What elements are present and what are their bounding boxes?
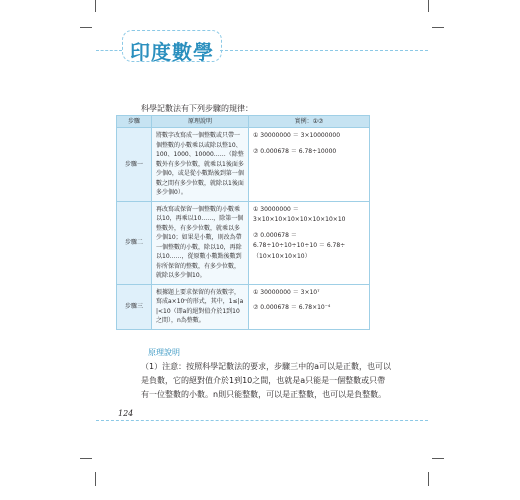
example-line: ① 30000000 ＝ [253,205,299,213]
section-heading: 原理說明 [148,348,180,357]
step-label: 步驟二 [117,201,152,284]
example-line: ① 30000000 ＝ 3×10⁷ [253,288,320,296]
crop-mark [80,27,92,28]
example-line: ① 30000000 ＝ 3×10000000 [253,132,341,139]
example-line: （10×10×10×10） [253,252,311,260]
steps-table [116,115,370,330]
header-rule-left [96,50,122,51]
crop-mark [80,458,92,459]
crop-mark [95,0,96,12]
example-line: ⑦ 0.000678 ＝ 6.78×10⁻⁴ [253,304,331,311]
explanation-paragraph: （1）注意：按照科學記數法的要求，步驟三中的a可以是正數，也可以是負數，它的絕對值介於1到10之間，也就是a只能是一個整數或只帶有一位整數的小數。n則只能整數，可以是正整數，也可以是負整數。 [141,362,391,399]
crop-mark [428,472,429,486]
column-header-example: 實例：①⑦ [249,116,370,128]
step-description: 將數字改寫成一個整數或只帶一個整數的小數乘以或除以整10、100、1000、10000……（除整數外有多少位數，就乘以1後面多少個0，或是從小數點後到第一個數之間有多少位數，就除以1後面多少個0）。 [152,128,249,202]
example-line: 3×10×10×10×10×10×10×10 [253,216,346,223]
crop-mark [432,458,444,459]
crop-mark [432,27,444,28]
column-header-step: 步驟 [117,116,152,128]
page-number: 124 [118,409,134,418]
step-label: 步驟三 [117,284,152,329]
example-line: 6.78÷10÷10÷10÷10 ＝ 6.78÷ [253,242,346,249]
table-row [117,128,370,202]
table-row [117,284,370,329]
crop-mark [95,472,96,486]
example-line: ⑦ 0.000678 ＝ [253,231,297,239]
header-rule-right [220,50,428,51]
step-example [249,128,370,202]
crop-mark [428,0,429,12]
step-label: 步驟一 [117,128,152,202]
column-header-principle: 原理說明 [152,116,249,128]
example-line: ⑦ 0.000678 ＝ 6.78÷10000 [253,147,337,155]
step-description: 根據題上要求保留的有效數字，寫成a×10ⁿ的形式，其中，1≤|a|<10（即a的絕對值介於1到10之間），n為整數。 [152,284,249,329]
step-example [249,201,370,284]
step-example [249,284,370,329]
table-header-row [117,116,370,128]
step-description: 再改寫或保留一個整數的小數乘以10，再乘以10……，除第一個整數外，有多少位數，就乘以多少個10；如果是小數，則改為帶一個整數的小數，除以10，再除以10……，從原數小數點後數到你所保留的整數，有多少位數，就除以多少個10。 [152,201,249,284]
intro-text: 科學記數法有下列步驟的規律： [141,104,253,113]
table-row [117,201,370,284]
footer-rule [96,420,428,421]
chapter-title: 印度數學 [130,40,214,64]
